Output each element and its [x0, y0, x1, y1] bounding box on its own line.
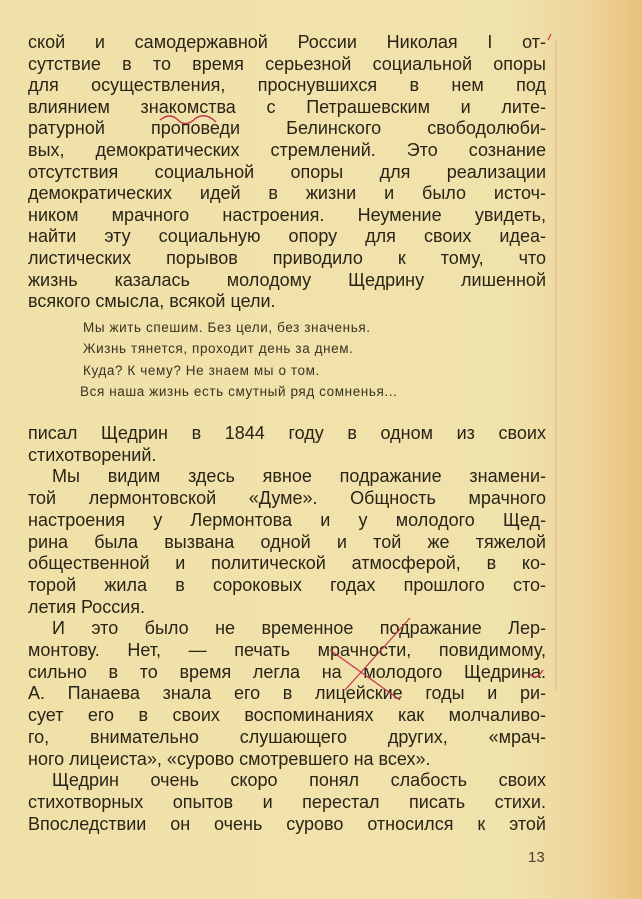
cross-mark: [330, 650, 400, 700]
text-line: сильно в то время легла на молодого Щедрина.: [28, 661, 546, 682]
text-line: стихотворных опытов и перестал писать стихи.: [28, 791, 546, 812]
text-line: ником мрачного настроения. Неумение увидеть,: [28, 204, 546, 225]
text-line: го, внимательно слушающего других, «мрач-: [28, 726, 546, 747]
text-line: найти эту социальную опору для своих идеа-: [28, 226, 546, 247]
text-line: демократических идей в жизни и было источ-: [28, 183, 546, 204]
text-line: для осуществления, проснувшихся в нем под: [28, 75, 546, 96]
text-line: монтову. Нет, — печать мрачности, повидимому,: [28, 640, 546, 660]
poem-line: Вся наша жизнь есть смутный ряд сомненья...: [80, 383, 398, 399]
text-line: Впоследствии он очень сурово относился к этой: [28, 813, 546, 834]
text-line: ного лицеиста», «сурово смотревшего на всех».: [28, 748, 431, 769]
comma-mark: [530, 670, 543, 677]
text-line: листических порывов приводило к тому, что: [28, 248, 546, 268]
text-line: настроения у Лермонтова и у молодого Щед-: [28, 509, 546, 530]
poem-line: Куда? К чему? Не знаем мы о том.: [83, 362, 320, 378]
text-line: ратурной проповеди Белинского свободолюби-: [28, 118, 546, 139]
text-line: рина была вызвана одной и той же тяжелой: [28, 531, 546, 552]
text-line: общественной и политической атмосферой, в ко-: [28, 553, 546, 574]
poem-line: Мы жить спешим. Без цели, без значенья.: [83, 320, 371, 335]
text-line: Щедрин очень скоро понял слабость своих: [52, 770, 546, 791]
text-line: влиянием знакомства с Петрашевским и лите-: [28, 96, 546, 117]
text-line: А. Панаева знала его в лицейские годы и ри-: [28, 683, 546, 704]
text-line: писал Щедрин в 1844 году в одном из своих: [28, 423, 546, 443]
text-line: Мы видим здесь явное подражание знамени-: [52, 466, 546, 487]
tick-mark: [548, 34, 551, 40]
text-line: летия Россия.: [28, 596, 145, 617]
scribble-mark: [160, 116, 216, 124]
text-line: жизнь казалась молодому Щедрину лишенной: [28, 269, 546, 290]
text-line: всякого смысла, всякой цели.: [28, 291, 276, 312]
text-line: стихотворений.: [28, 444, 157, 465]
text-line: отсутствия социальной опоры для реализации: [28, 161, 546, 182]
poem-line: Жизнь тянется, проходит день за днем.: [83, 341, 354, 357]
text-line: ской и самодержавной России Николая I от-: [28, 32, 546, 52]
text-line: торой жила в сороковых годах прошлого сто-: [28, 574, 546, 595]
page-number: 13: [528, 849, 545, 866]
text-line: И это было не временное подражание Лер-: [52, 618, 546, 639]
text-line: сутствие в то время серьезной социальной опоры: [28, 53, 546, 74]
text-line: сует его в своих воспоминаниях как молчаливо-: [28, 705, 546, 726]
text-line: той лермонтовской «Думе». Общность мрачного: [28, 488, 546, 509]
text-line: вых, демократических стремлений. Это сознание: [28, 140, 546, 160]
cross-mark: [345, 618, 410, 690]
